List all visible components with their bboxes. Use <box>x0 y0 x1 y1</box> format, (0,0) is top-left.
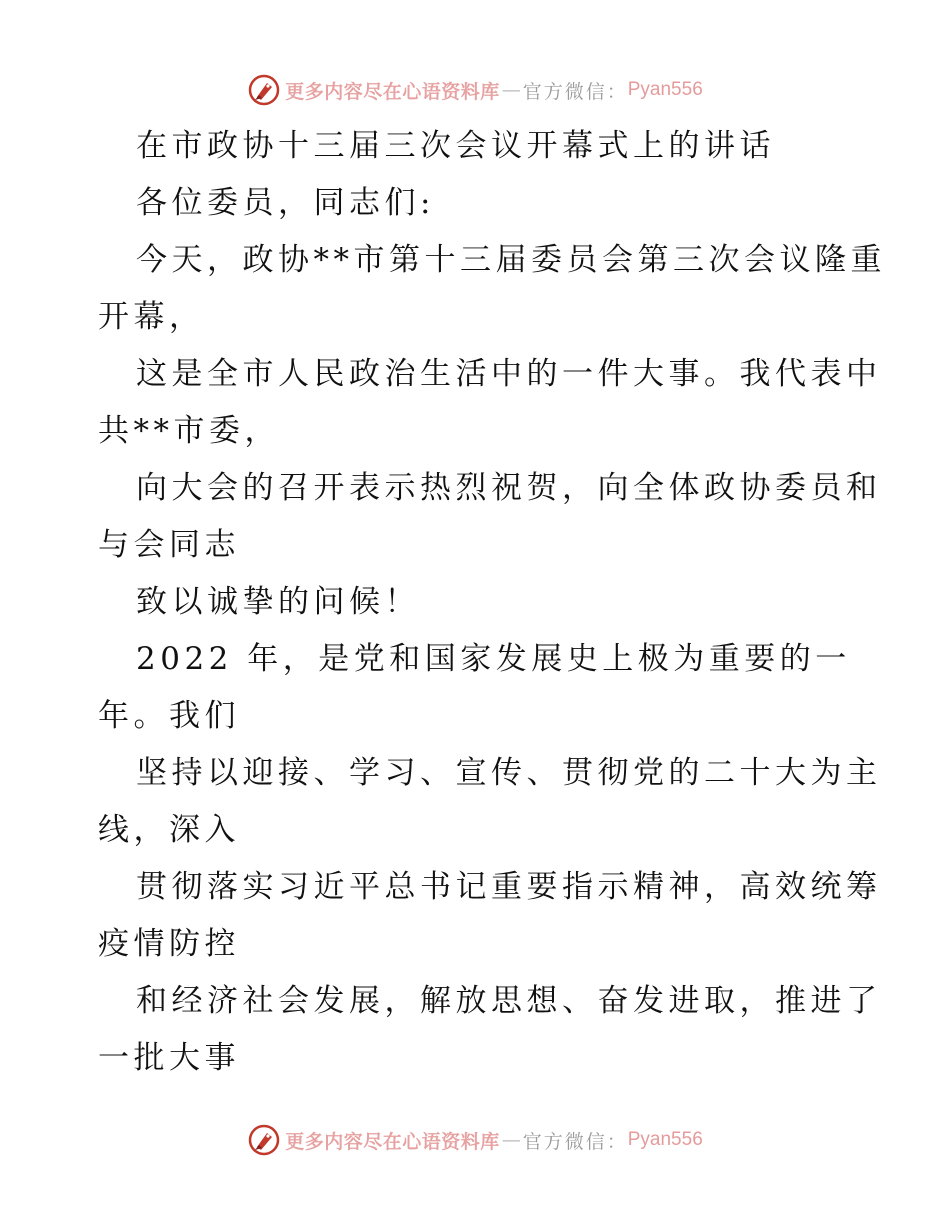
watermark-separator: — <box>501 79 521 101</box>
document-body <box>98 118 886 1087</box>
watermark-official-label: 官方微信： <box>522 1130 628 1153</box>
watermark-account-id: Pyan556 <box>627 1129 703 1150</box>
document-line: 与会同志 <box>98 527 240 563</box>
footer-watermark <box>0 1120 950 1160</box>
document-line: 开幕， <box>98 299 205 335</box>
document-line: 在市政协十三届三次会议开幕式上的讲话 <box>136 128 775 164</box>
document-line: 向大会的召开表示热烈祝贺，向全体政协委员和 <box>136 470 882 506</box>
document-line: 一批大事 <box>98 1040 240 1076</box>
document-line: 疫情防控 <box>98 926 240 962</box>
watermark-official-label: 官方微信： <box>522 80 628 103</box>
document-line: 各位委员，同志们: <box>136 185 435 221</box>
document-line: 这是全市人民政治生活中的一件大事。我代表中 <box>136 356 882 392</box>
header-watermark <box>0 70 950 110</box>
document-line: 贯彻落实习近平总书记重要指示精神，高效统筹 <box>136 869 882 905</box>
document-line: 年。我们 <box>98 698 240 734</box>
watermark-brand-text: 更多内容尽在心语资料库 <box>285 1130 500 1153</box>
document-line: 共**市委， <box>98 413 280 449</box>
document-line: 今天，政协**市第十三届委员会第三次会议隆重 <box>136 242 886 278</box>
document-line: 坚持以迎接、学习、宣传、贯彻党的二十大为主 <box>136 755 882 791</box>
document-line: 线，深入 <box>98 812 240 848</box>
watermark-account-id: Pyan556 <box>627 79 703 100</box>
document-line: 致以诚挚的问候！ <box>136 584 420 620</box>
document-line: 2022 年，是党和国家发展史上极为重要的一 <box>136 641 851 677</box>
document-line: 和经济社会发展，解放思想、奋发进取，推进了 <box>136 983 882 1019</box>
watermark-brand-text: 更多内容尽在心语资料库 <box>285 80 500 103</box>
pen-nib-logo-icon <box>247 73 281 107</box>
pen-nib-logo-icon <box>247 1123 281 1157</box>
watermark-separator: — <box>501 1129 521 1151</box>
